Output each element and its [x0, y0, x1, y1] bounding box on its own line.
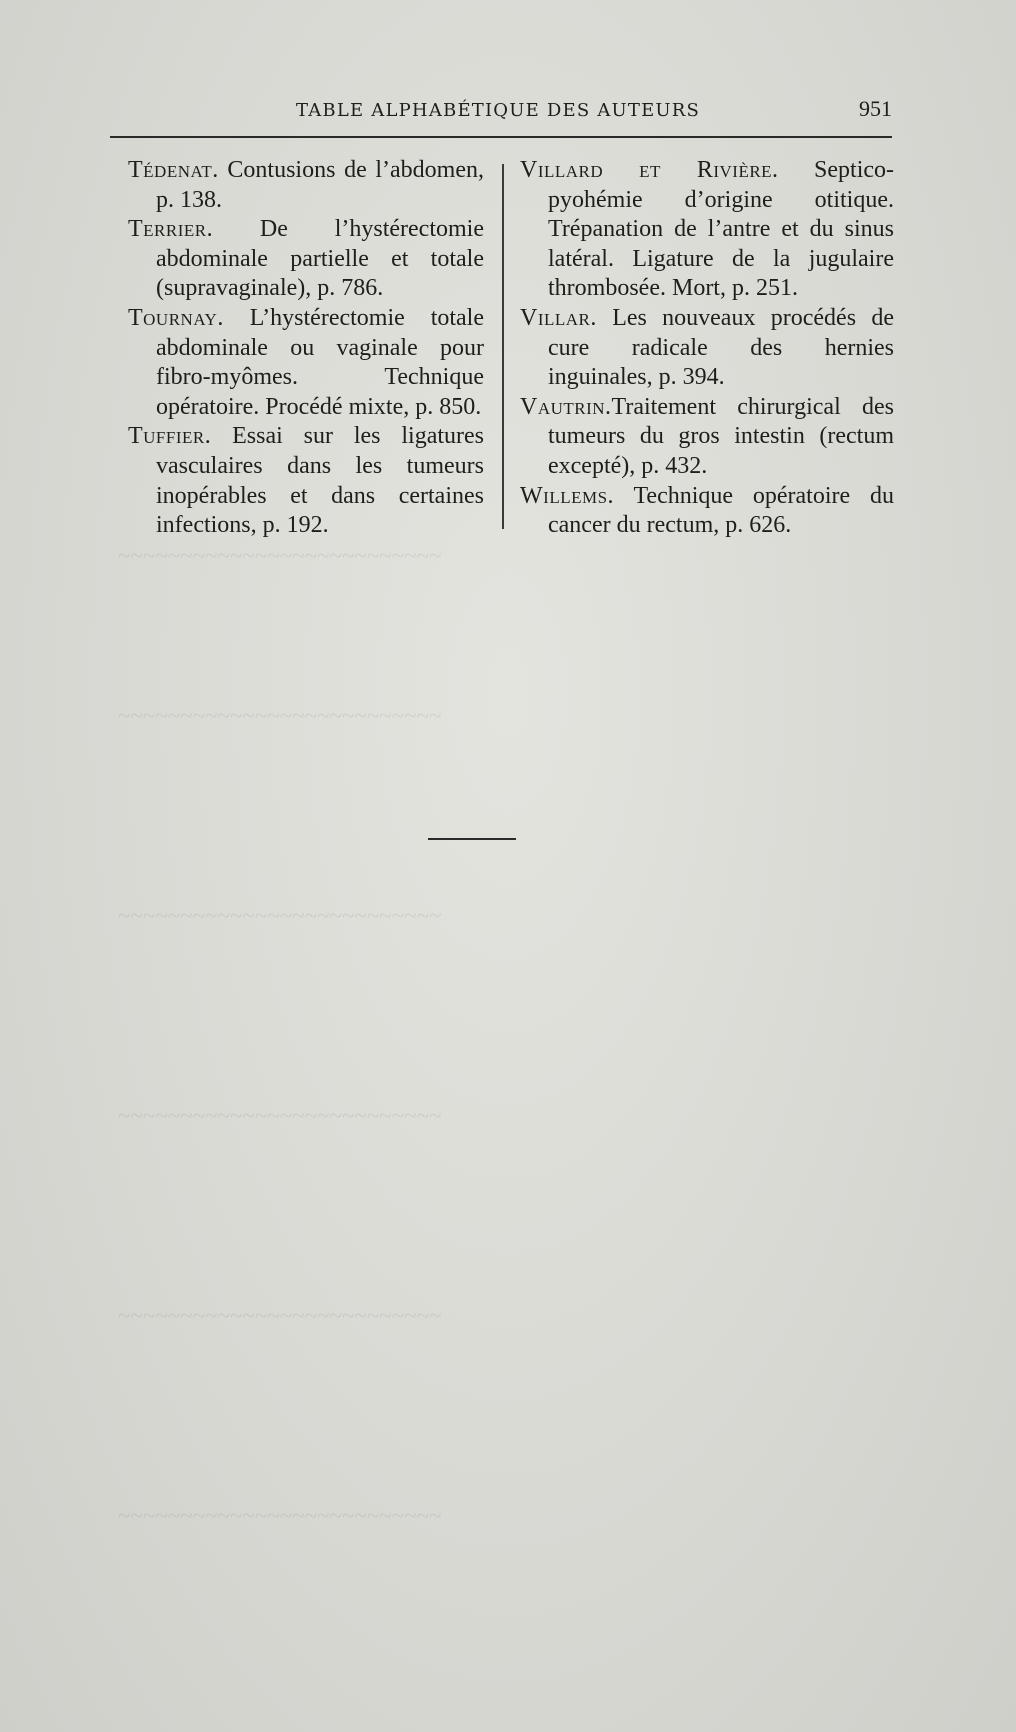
bleed-through-texture: ~~~~~~~~~~~~~~~~~~~~~~~~~~ [118, 903, 442, 928]
header-title: TABLE ALPHABÉTIQUE DES AUTEURS [296, 100, 701, 121]
index-entry [128, 156, 484, 215]
entry-author: Tournay. [128, 304, 224, 331]
entry-text: Les nouveaux procédés de cure radicale des hernies inguinales, p. 394. [548, 304, 894, 391]
column-divider [502, 164, 504, 529]
index-entry [128, 304, 484, 422]
right-column [520, 156, 894, 541]
entry-text: Traitement chirurgical des tumeurs du gros intestin (rectum excepté), p. 432. [548, 393, 894, 479]
page-number: 951 [859, 96, 892, 121]
index-entry [128, 215, 484, 304]
entry-text: De l’hystérectomie abdominale partielle et totale (supravaginale), p. 786. [156, 216, 484, 302]
header-rule [110, 136, 892, 138]
bleed-through-texture: ~~~~~~~~~~~~~~~~~~~~~~~~~~ [118, 703, 442, 728]
entry-text: Essai sur les ligatures vasculaires dans les tumeurs inopérables et dans certaines infections, p. 192. [156, 423, 484, 539]
entry-author: Tuffier. [128, 423, 212, 450]
bleed-through-texture: ~~~~~~~~~~~~~~~~~~~~~~~~~~ [118, 1503, 442, 1528]
entry-author: Willems. [520, 482, 615, 509]
entry-text: Septico-pyohémie d’origine otitique. Trépanation de l’antre et du sinus latéral. Ligature de la jugulaire thrombosée. Mort, p. 251. [548, 157, 895, 302]
end-rule [428, 838, 516, 840]
entry-author: Tédenat. [128, 157, 219, 183]
index-entry [520, 304, 894, 393]
bleed-through-texture: ~~~~~~~~~~~~~~~~~~~~~~~~~~ [118, 543, 442, 568]
index-entry [128, 422, 484, 540]
entry-text: Technique opératoire du cancer du rectum, p. 626. [548, 482, 894, 539]
entry-text: Contusions de l’abdomen, p. 138. [156, 157, 484, 213]
bleed-through-texture: ~~~~~~~~~~~~~~~~~~~~~~~~~~ [118, 1103, 442, 1128]
running-header [110, 96, 892, 126]
index-entry [520, 156, 894, 304]
left-column [128, 156, 484, 541]
entry-author: Terrier. [128, 216, 214, 243]
index-entry [520, 393, 894, 482]
entry-text: L’hystérectomie totale abdominale ou vaginale pour fibro-myômes. Technique opératoire. Procédé mixte, p. 850. [156, 304, 484, 420]
index-entry [520, 482, 894, 541]
bleed-through-texture: ~~~~~~~~~~~~~~~~~~~~~~~~~~ [118, 1303, 442, 1328]
entry-author: Villar. [520, 304, 597, 331]
entry-author: Vautrin. [520, 393, 612, 420]
entry-author: Villard et Rivière. [520, 157, 779, 183]
